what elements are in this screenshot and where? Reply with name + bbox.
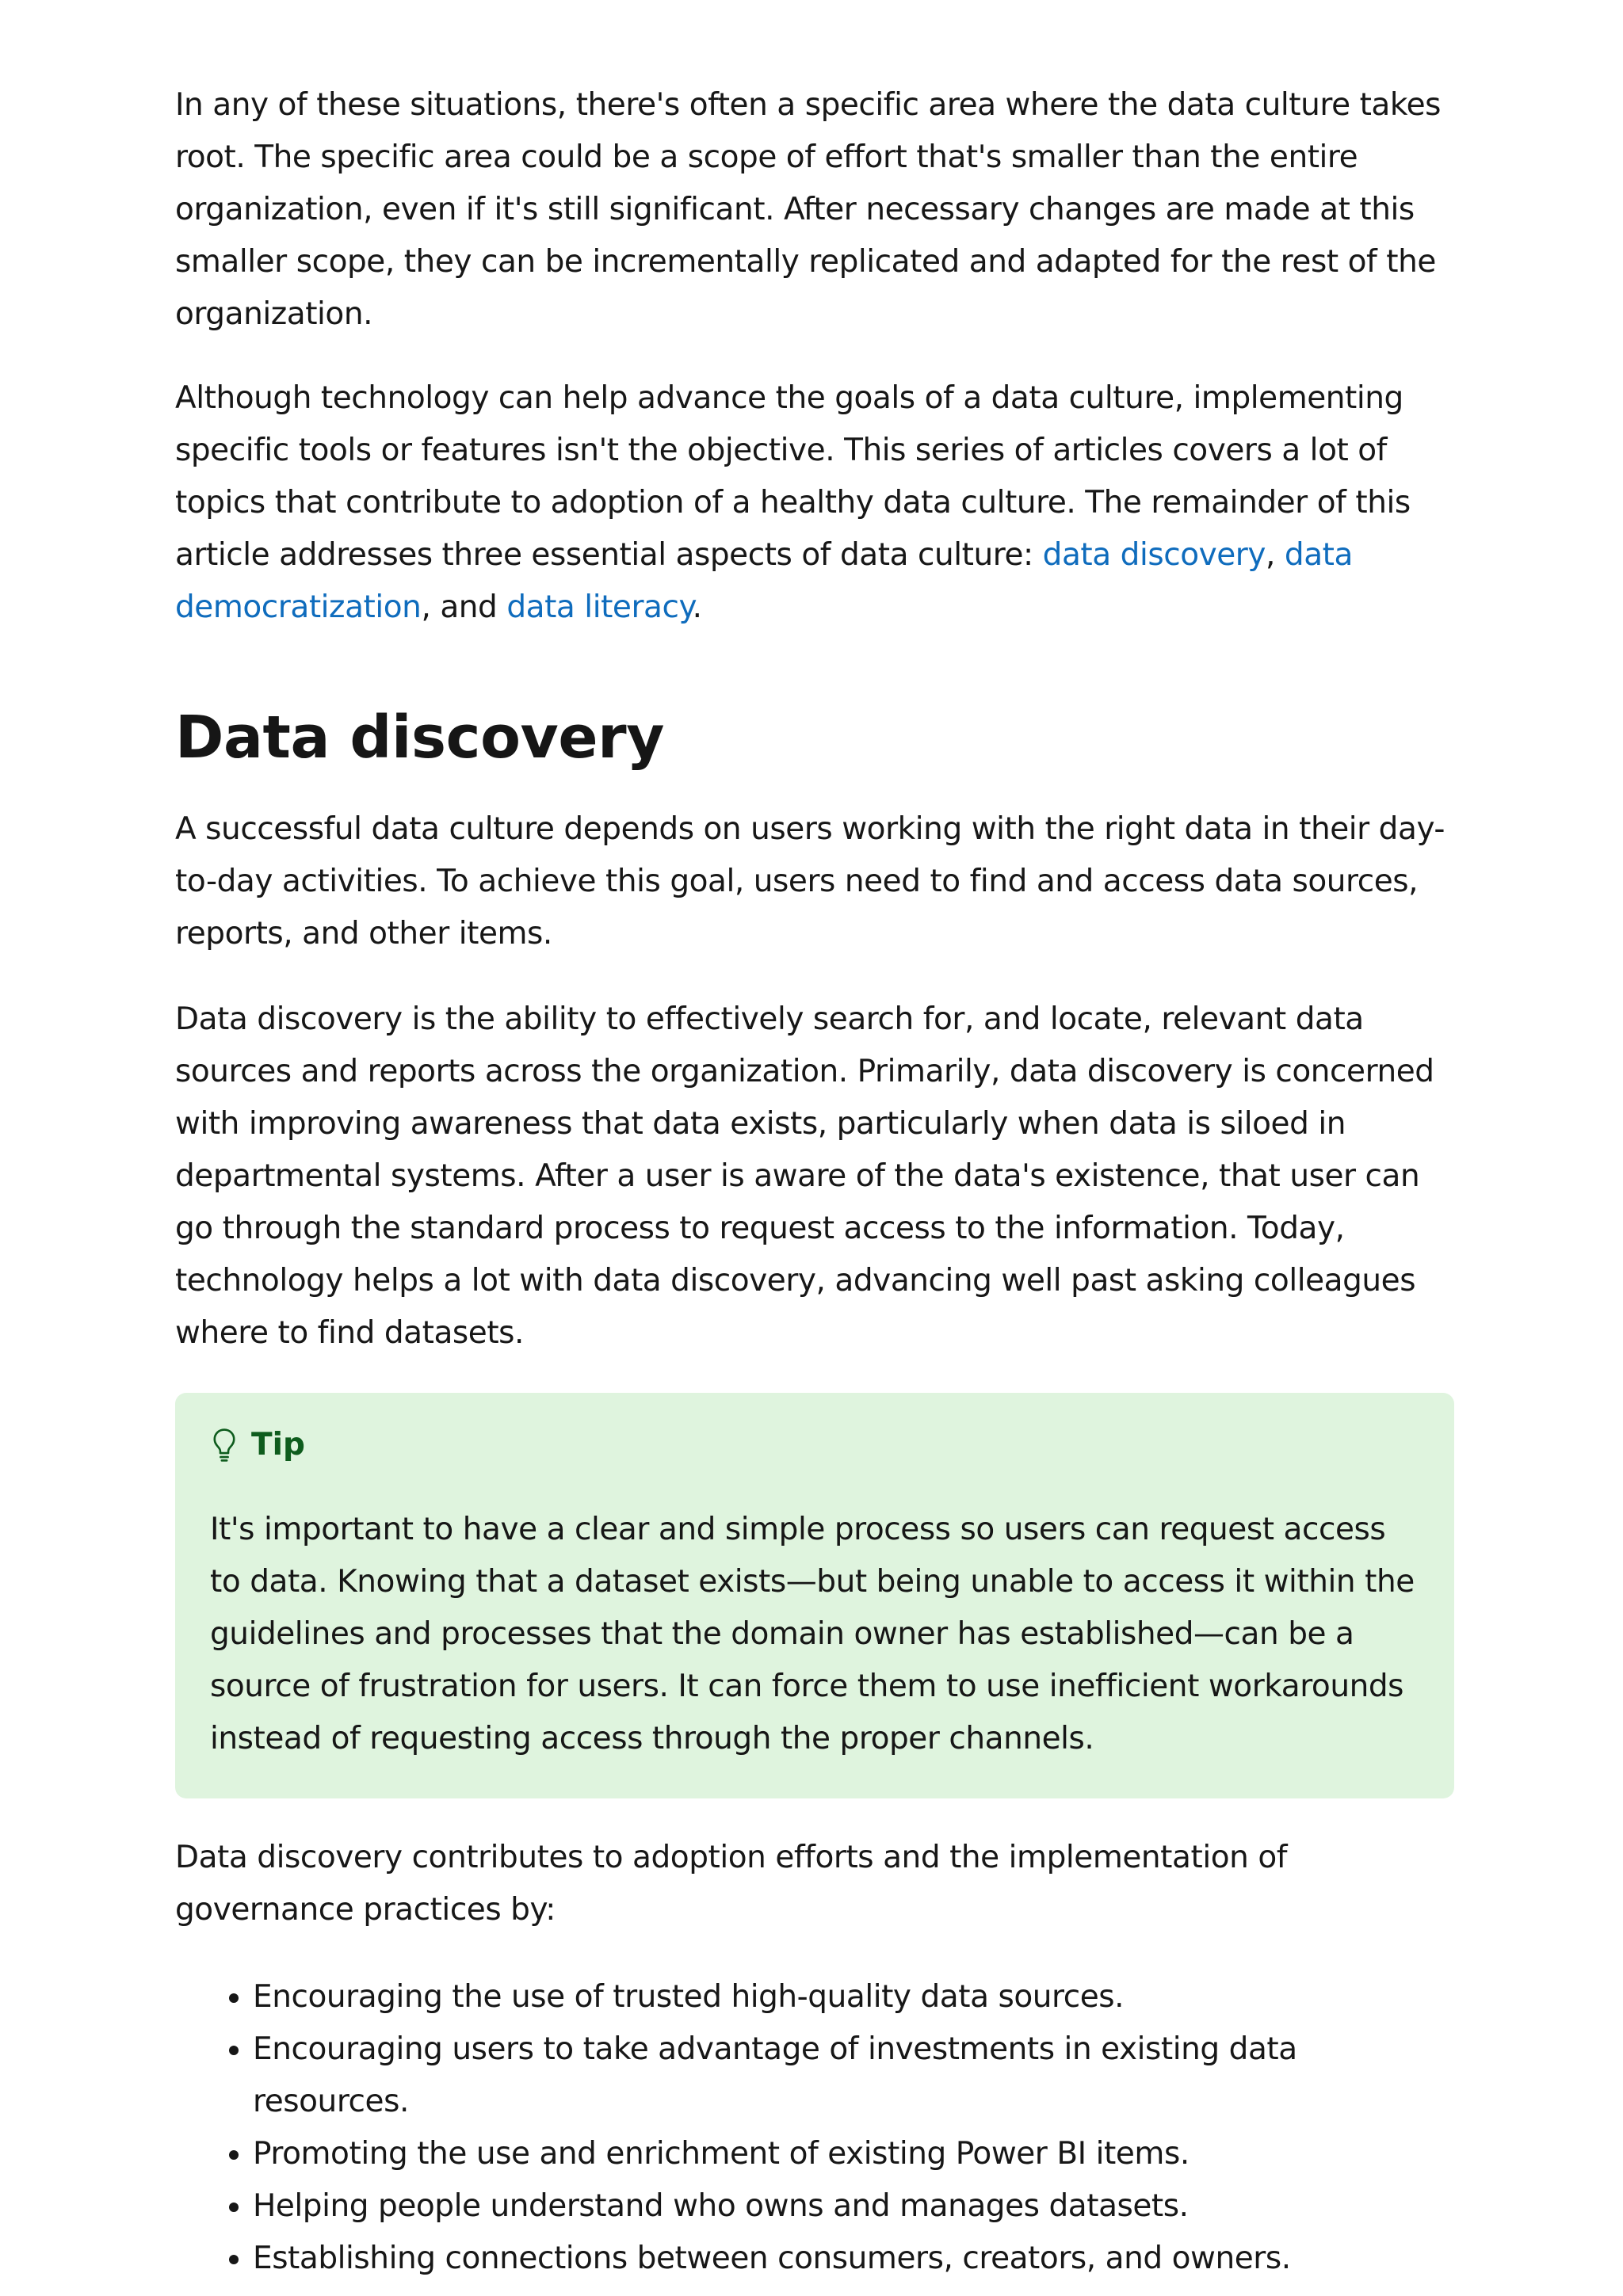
bullet-list <box>175 1971 1454 2285</box>
list-item: • Promoting the use and enrichment of existing Power BI items. <box>253 2128 1454 2180</box>
data-discovery-link[interactable]: data discovery <box>1042 537 1266 573</box>
separator-1: , <box>1266 537 1285 573</box>
section-paragraph-2: Data discovery is the ability to effectively search for, and locate, relevant data sources and reports across the organization. Primarily, data discovery is concerned with improving awareness that data exists, particularly when data is siloed in departmental systems. After a user is aware of the data's existence, that user can go through the standard process to request access to the information. Today, technology helps a lot with data discovery, advancing well past asking colleagues where to find datasets. <box>175 1001 1434 1351</box>
list-item: • Encouraging users to take advantage of investments in existing data resources. <box>253 2023 1454 2128</box>
article-content <box>175 79 1454 2285</box>
section-paragraph-1: A successful data culture depends on users working with the right data in their day-to-day activities. To achieve this goal, users need to find and access data sources, reports, and other items. <box>175 811 1445 952</box>
intro-paragraph-1: In any of these situations, there's often a specific area where the data culture takes root. The specific area could be a scope of effort that's smaller than the entire organization, even if it's still significant. After necessary changes are made at this smaller scope, they can be incrementally replicated and adapted for the rest of the organization. <box>175 87 1442 332</box>
data-democratization-link[interactable]: data democratization <box>175 537 1353 625</box>
list-item: • Establishing connections between consumers, creators, and owners. <box>253 2233 1454 2285</box>
data-literacy-link[interactable]: data literacy <box>506 589 693 625</box>
tip-text: It's important to have a clear and simple process so users can request access to data. Knowing that a dataset exists—but being unable to access it within the guidelines and processes that the domain owner has established—can be a source of frustration for users. It can force them to use inefficient workarounds instead of requesting access through the proper channels. <box>210 1512 1415 1756</box>
intro-paragraph-2 <box>175 372 1454 634</box>
lightbulb-icon <box>210 1427 239 1463</box>
section-heading: Data discovery <box>175 704 665 772</box>
intro-paragraph-2-text: Although technology can help advance the goals of a data culture, implementing specific tools or features isn't the objective. This series of articles covers a lot of topics that contribute to adoption of a healthy data culture. The remainder of this article addresses three essential aspects of data culture: <box>175 380 1411 573</box>
separator-2: , and <box>421 589 507 625</box>
section-paragraph-3: Data discovery contributes to adoption efforts and the implementation of governance practices by: <box>175 1840 1288 1928</box>
tip-label: Tip <box>251 1427 305 1463</box>
tip-callout <box>175 1393 1454 1798</box>
list-item: • Encouraging the use of trusted high-quality data sources. <box>253 1971 1454 2023</box>
tip-header <box>210 1423 1419 1467</box>
list-item: • Helping people understand who owns and manages datasets. <box>253 2180 1454 2233</box>
paragraph-end: . <box>692 589 702 625</box>
